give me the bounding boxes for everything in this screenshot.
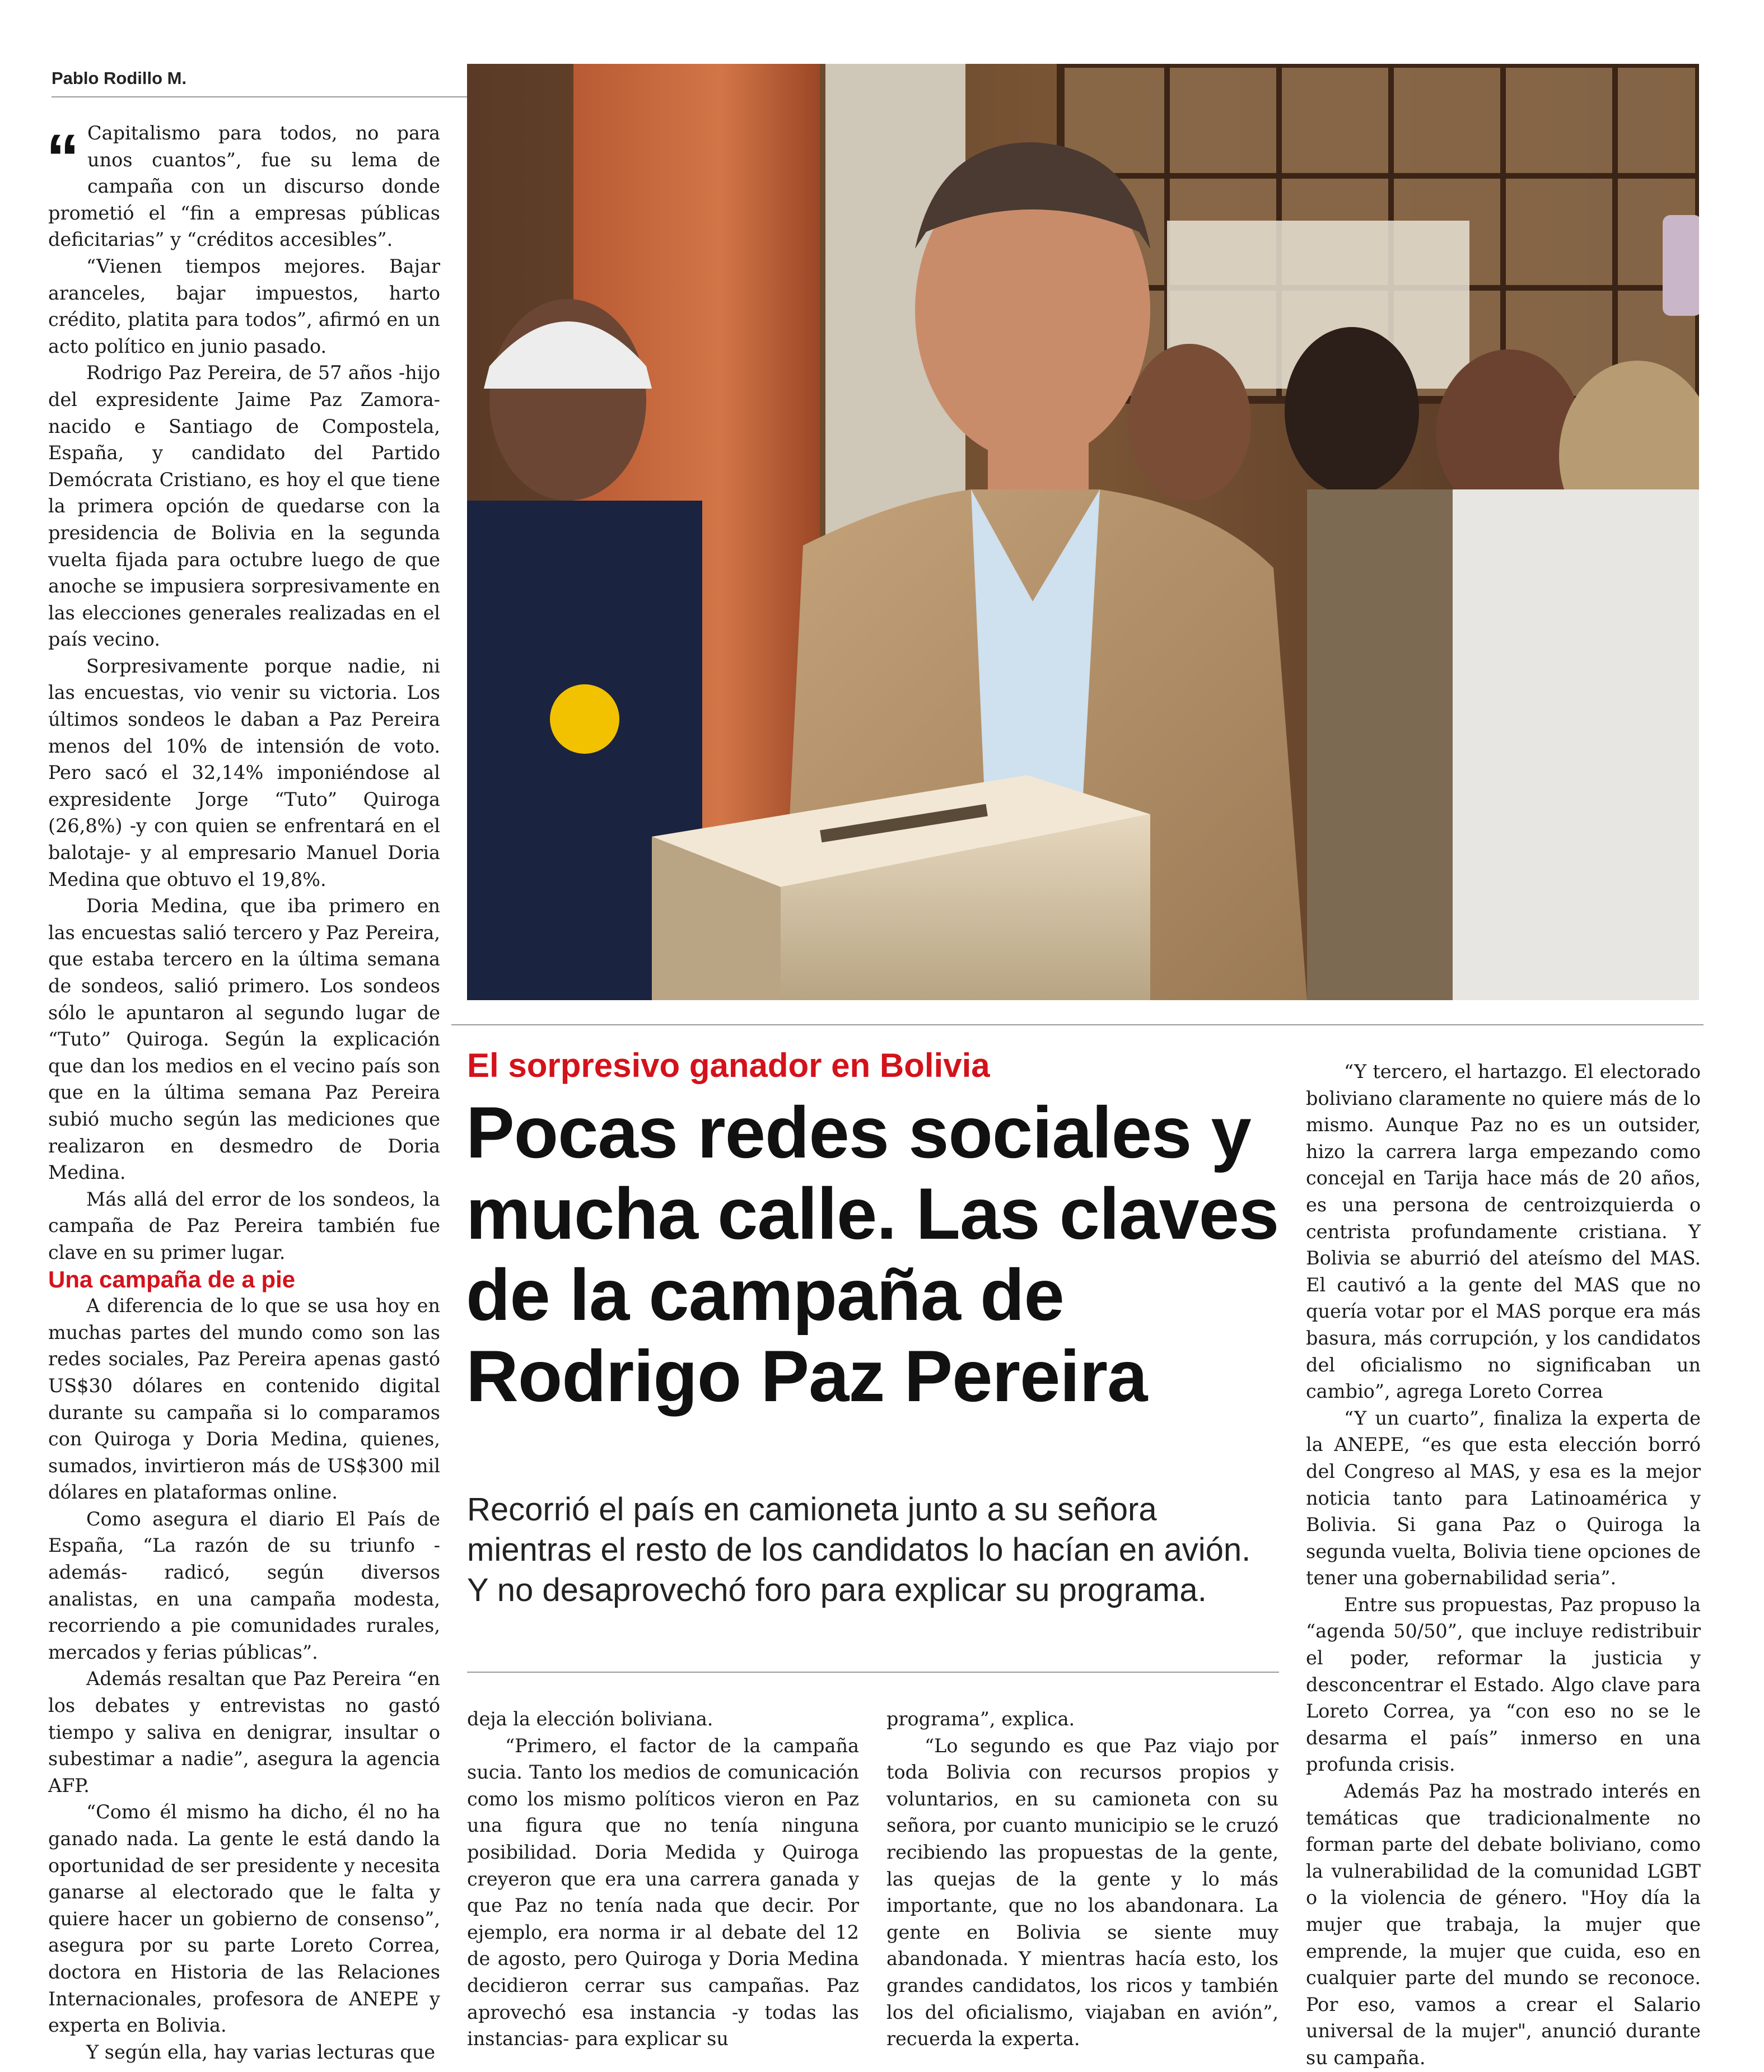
paragraph: Sorpresivamente porque nadie, ni las encuestas, vio venir su victoria. Los últimos sondeos le daban a Paz Pereira menos del 10% de intensión de voto. Pero sacó el 32,14% imponiéndose al expresidente Jorge “Tuto” Quiroga (26,8%) -y con quien se enfrentará en el balotaje- y al empresario Manuel Doria Medina que obtuvo el 19,8%. bbox=[48, 655, 440, 890]
paragraph: “Vienen tiempos mejores. Bajar aranceles, bajar impuestos, harto crédito, platita para todos”, afirmó en un acto político en junio pasado. bbox=[48, 255, 440, 357]
article-photo bbox=[467, 64, 1699, 1000]
paragraph: A diferencia de lo que se usa hoy en muchas partes del mundo como son las redes sociales, Paz Pereira apenas gastó US$30 dólares en contenido digital durante su campaña si lo comparamos con Quiroga y Doria Medina, quienes, sumados, invirtieron más de US$300 mil dólares en plataformas online. bbox=[48, 1295, 440, 1504]
paragraph: deja la elección boliviana. bbox=[467, 1708, 713, 1730]
headline: Pocas redes sociales y mucha calle. Las claves de la campaña de Rodrigo Paz Pereira bbox=[466, 1091, 1279, 1417]
column-3 bbox=[886, 1706, 1278, 2052]
lead-paragraph: “ Capitalismo para todos, no para unos cuantos”, fue su lema de campaña con un discurso donde prometió el “fin a empresas públicas deficitarias” y “créditos accesibles”. bbox=[46, 120, 440, 251]
paragraph: Rodrigo Paz Pereira, de 57 años -hijo del expresidente Jaime Paz Zamora- nacido e Santiago de Compostela, España, y candidato del Partido Demócrata Cristiano, es hoy el que tiene la primera opción de quedarse con la presidencia de Bolivia en la segunda vuelta fijada para octubre luego de que anoche se impusiera sorpresivamente en las elecciones generales realizadas en el país vecino. bbox=[48, 362, 440, 651]
divider bbox=[451, 1024, 1704, 1025]
paragraph: “Como él mismo ha dicho, él no ha ganado nada. La gente le está dando la oportunidad de ser presidente y necesita ganarse al electorado que le falta y quiere hacer un gobierno de consenso”, asegura por su parte Loreto Correa, doctora en Historia de las Relaciones Internacionales, profesora de ANEPE y experta en Bolivia. bbox=[48, 1801, 440, 2037]
paragraph: “Y un cuarto”, finaliza la experta de la ANEPE, “es que esta elección borró del Congreso al MAS, y esa es la mejor noticia tanto para Latinoamérica y Bolivia. Si gana Paz o Quiroga la segunda vuelta, Bolivia tiene opciones de tener una gobernabilidad seria”. bbox=[1306, 1407, 1701, 1589]
paragraph: Más allá del error de los sondeos, la campaña de Paz Pereira también fue clave en su primer lugar. bbox=[48, 1188, 440, 1263]
paragraph: Como asegura el diario El País de España, “La razón de su triunfo -además- radicó, según diversos analistas, en una campaña modesta, recorriendo a pie comunidades rurales, mercados y ferias públicas”. bbox=[48, 1508, 440, 1663]
column-4 bbox=[1306, 1058, 1701, 2071]
drop-quote: “ bbox=[46, 120, 80, 195]
paragraph: Y según ella, hay varias lecturas que bbox=[86, 2041, 436, 2063]
paragraph: “Y tercero, el hartazgo. El electorado boliviano claramente no quiere más de lo mismo. Aunque Paz no es un outsider, hizo la carrera larga empezando como concejal en Tarija hace más de 20 años, es una persona de centroizquierda o centrista profundamente cristiana. Y Bolivia se aburrió del ateísmo del MAS. El cautivó a la gente del MAS que no quería votar por el MAS porque era más basura, más corrupción, y los candidatos del oficialismo no significaban un cambio”, agrega Loreto Correa bbox=[1306, 1061, 1701, 1403]
paragraph: Además resaltan que Paz Pereira “en los debates y entrevistas no gastó tiempo y saliva en denigrar, insultar o subestimar a nadie”, asegura la agencia AFP. bbox=[48, 1668, 440, 1796]
paragraph: Entre sus propuestas, Paz propuso la “agenda 50/50”, que incluye redistribuir el poder, reformar la justicia y desconcentrar el Estado. Algo clave para Loreto Correa, ya “con eso no se le desarma el país” inmerso en una profunda crisis. bbox=[1306, 1593, 1701, 1776]
deck: Recorrió el país en camioneta junto a su señora mientras el resto de los candidatos lo hacían en avión. Y no desaprovechó foro para explicar su programa. bbox=[467, 1491, 1251, 1608]
paragraph: programa”, explica. bbox=[886, 1708, 1075, 1730]
section-subhead: Una campaña de a pie bbox=[48, 1266, 296, 1292]
column-2 bbox=[467, 1706, 859, 2052]
divider bbox=[467, 1672, 1279, 1673]
paragraph: Además Paz ha mostrado interés en temáticas que tradicionalmente no forman parte del debate boliviano, como la vulnerabilidad de la comunidad LGBT o la violencia de género. "Hoy día la mujer que trabaja, la mujer que emprende, la mujer que cuida, eso en cualquier parte del mundo se reconoce. Por eso, vamos a crear el Salario universal de la mujer", anunció durante su campaña. bbox=[1306, 1780, 1701, 2069]
paragraph: Doria Medina, que iba primero en las encuestas salió tercero y Paz Pereira, que estaba tercero en la última semana de sondeos, salió primero. Los sondeos sólo le apuntaron al segundo lugar de “Tuto” Quiroga. Según la explicación que dan los medios en el vecino país son que en la última semana Paz Pereira subió mucho según las mediciones que realizaron en desmedro de Doria Medina. bbox=[48, 895, 440, 1184]
paragraph: “Lo segundo es que Paz viajo por toda Bolivia con recursos propios y voluntarios, en su camioneta con su señora, por cuanto municipio se le cruzó recibiendo las propuestas de la gente, las quejas de la gente y lo más importante, que no los abandonara. La gente en Bolivia se siente muy abandonada. Y mientras hacía esto, los grandes candidatos, los ricos y también los del oficialismo, viajaban en avión”, recuerda la experta. bbox=[886, 1734, 1278, 2050]
photo-candidate-voting-illustration bbox=[467, 64, 1699, 1000]
column-1 bbox=[48, 120, 440, 2065]
byline: Pablo Rodillo M. bbox=[52, 68, 483, 97]
paragraph: “Primero, el factor de la campaña sucia. Tanto los medios de comunicación como los mismo políticos vieron en Paz una figura que no tenía ninguna posibilidad. Doria Medida y Quiroga creyeron que era una carrera ganada y que Paz no tenía nada que decir. Por ejemplo, era norma ir al debate del 12 de agosto, pero Quiroga y Doria Medina decidieron cerrar sus campañas. Paz aprovechó esa instancia -y todas las instancias- para explicar su bbox=[467, 1734, 859, 2050]
kicker: El sorpresivo ganador en Bolivia bbox=[467, 1047, 990, 1084]
